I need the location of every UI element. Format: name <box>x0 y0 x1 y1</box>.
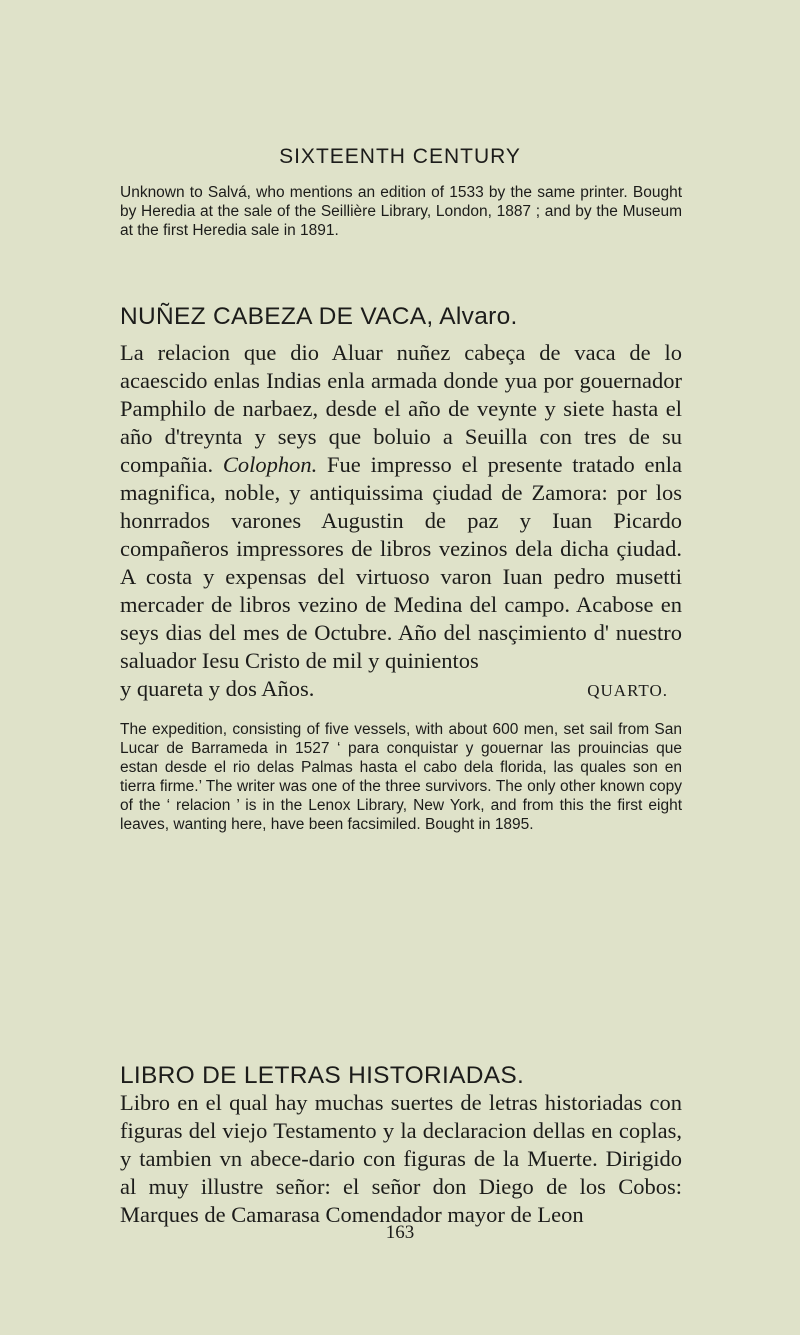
entry-title-end: y quareta y dos Años. <box>120 676 315 701</box>
entry-note-nunez: The expedition, consisting of five vessels, with about 600 men, set sail from San Lucar de Barrameda in 1527 ‘ para conquistar y gouernar las prouincias que estan desde el rio delas Palmas hasta el cabo dela florida, las quales son en tierra firme.’ The writer was one of the three survivors. The only other known copy of the ‘ relacion ’ is in the Lenox Library, New York, and from this the first eight leaves, wanting here, have been facsimiled. Bought in 1895. <box>120 721 682 833</box>
previous-entry-note: Unknown to Salvá, who mentions an edition of 1533 by the same printer. Bought by Heredia at the sale of the Seillière Library, London, 1887 ; and by the Museum at the first Heredia sale in 1891. <box>120 184 682 239</box>
colophon-label: Colophon. <box>222 452 318 477</box>
book-format: QUARTO. <box>587 681 668 700</box>
running-head: SIXTEENTH CENTURY <box>279 145 521 168</box>
page-number: 163 <box>385 1222 415 1243</box>
entry-heading-nunez: NUÑEZ CABEZA DE VACA, Alvaro. <box>120 303 518 330</box>
entry-description-libro: Libro en el qual hay muchas suertes de letras historiadas con figuras del viejo Testamento y la declaracion dellas en coplas, y tambien vn abece-dario con figuras de la Muerte. Dirigido al muy illustre señor: el señor don Diego de los Cobos: Marques de Camarasa Comendador mayor de Leon <box>120 1090 682 1227</box>
entry-heading-libro: LIBRO DE LETRAS HISTORIADAS. <box>120 1062 525 1089</box>
entry-description-nunez <box>120 339 682 705</box>
entry-last-line <box>120 675 682 705</box>
entry-title-text: La relacion que dio Aluar nuñez cabeça de vaca de lo acaescido enlas Indias enla armada donde yua por gouernador Pamphilo de narbaez, desde el año de veynte y siete hasta el año d'treynta y seys que boluio a Seuilla con tres de su compañia. <box>120 340 682 477</box>
colophon-text: Fue impresso el presente tratado enla magnifica, noble, y antiquissima çiudad de Zamora: por los honrrados varones Augustin de paz y Iuan Picardo compañeros impressores de libros vezinos dela dicha çiudad. A costa y expensas del virtuoso varon Iuan pedro musetti mercader de libros vezino de Medina del campo. Acabose en seys dias del mes de Octubre. Año del nasçimiento d' nuestro saluador Iesu Cristo de mil y quinientos <box>120 452 683 673</box>
